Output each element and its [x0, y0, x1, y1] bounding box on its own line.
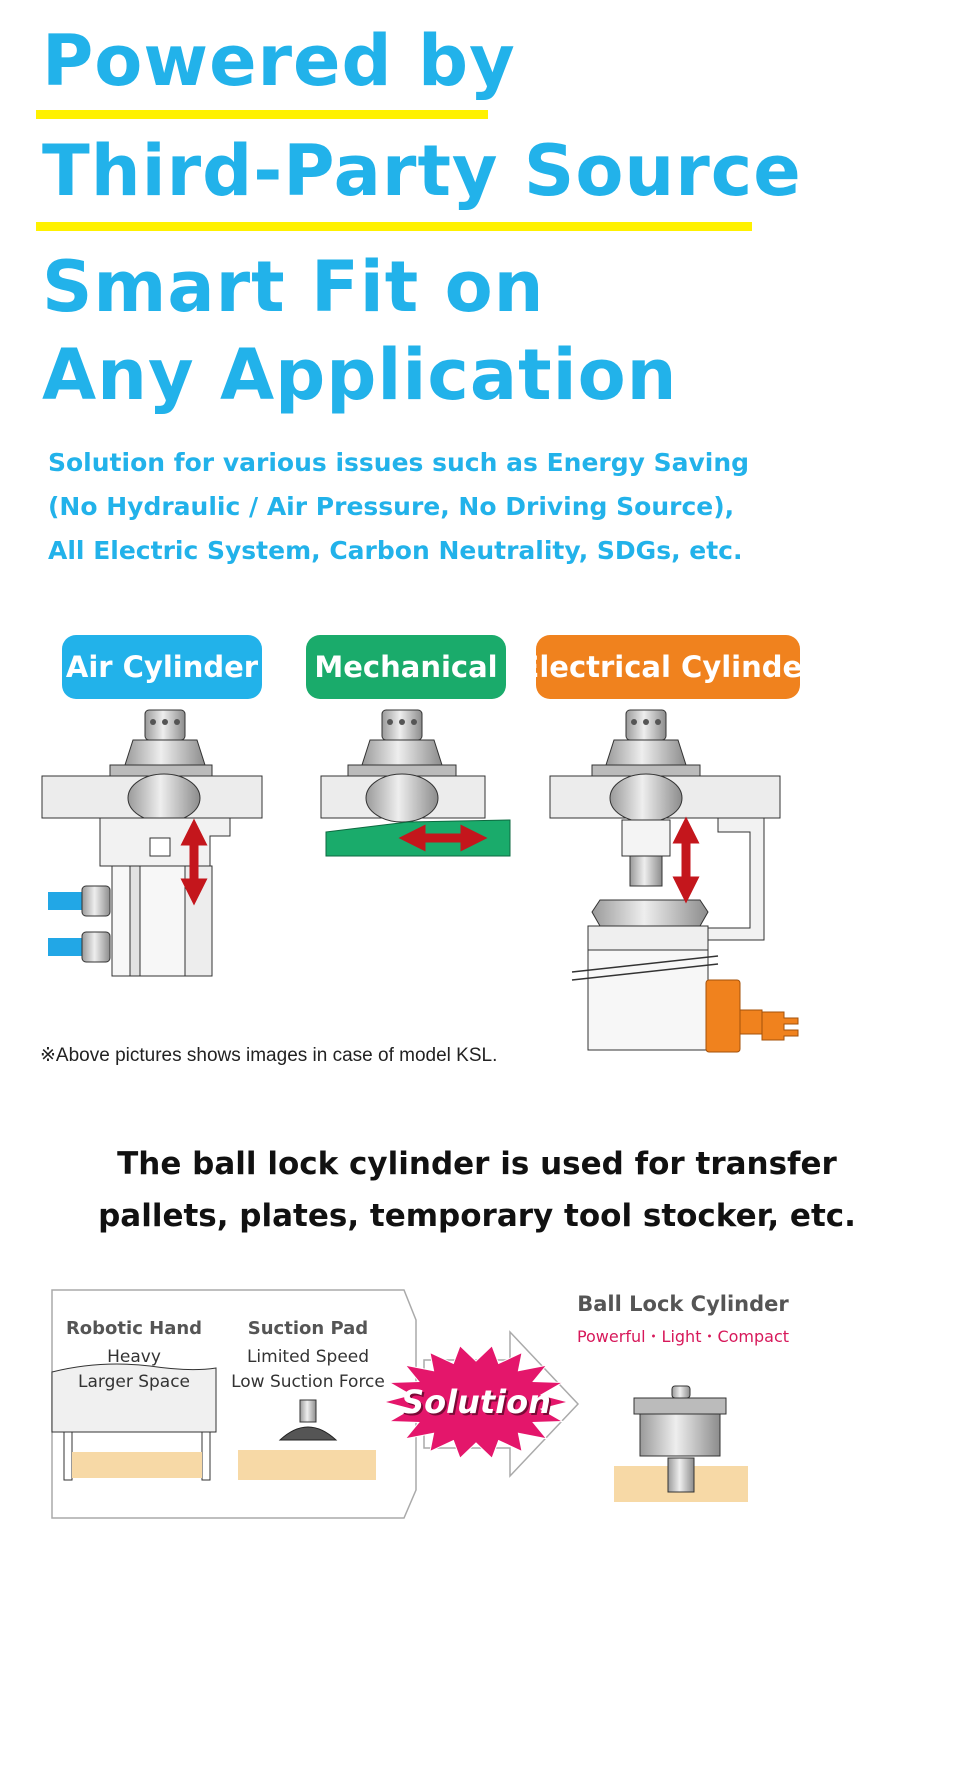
- headline-line-1: Powered by: [42, 20, 516, 102]
- headline-line-3: Smart Fit on: [42, 246, 545, 328]
- mechanical-illustration: [321, 710, 510, 856]
- subtext-line-2: (No Hydraulic / Air Pressure, No Driving Source),: [48, 492, 735, 521]
- model-note: ※Above pictures shows images in case of model KSL.: [40, 1045, 498, 1066]
- suction-pad-line-2: Low Suction Force: [231, 1372, 385, 1392]
- ball-lock-features: Powerful・Light・Compact: [576, 1327, 790, 1346]
- air-cylinder-label: Air Cylinder: [62, 635, 262, 699]
- suction-pad-line-1: Limited Speed: [246, 1347, 370, 1367]
- robotic-hand-line-2: Larger Space: [77, 1372, 191, 1392]
- robotic-hand-line-1: Heavy: [107, 1347, 161, 1367]
- usage-line-1: The ball lock cylinder is used for transfer: [117, 1146, 837, 1182]
- electrical-cylinder-illustration: [550, 710, 798, 1052]
- robotic-hand-title: Robotic Hand: [65, 1318, 203, 1339]
- usage-line-2: pallets, plates, temporary tool stocker, etc.: [98, 1198, 856, 1234]
- suction-pad-title: Suction Pad: [247, 1318, 369, 1339]
- mechanical-label: Mechanical: [306, 635, 506, 699]
- subtext-line-1: Solution for various issues such as Energy Saving: [48, 448, 750, 477]
- ball-lock-title: Ball Lock Cylinder: [577, 1292, 789, 1316]
- electrical-cylinder-label: Electrical Cylinder: [536, 635, 800, 699]
- solution-label: Solution: [401, 1383, 551, 1421]
- headline-line-2: Third-Party Source: [42, 130, 802, 212]
- headline-line-4: Any Application: [42, 334, 678, 416]
- subtext-line-3: All Electric System, Carbon Neutrality, SDGs, etc.: [48, 536, 743, 565]
- air-cylinder-illustration: [42, 710, 262, 976]
